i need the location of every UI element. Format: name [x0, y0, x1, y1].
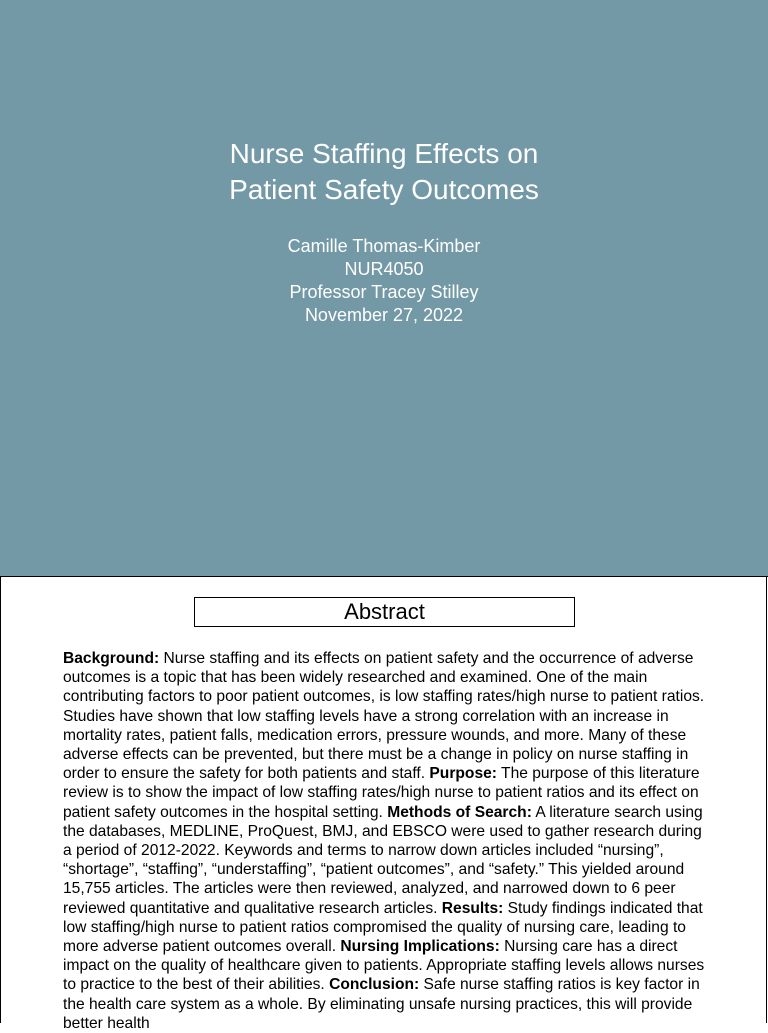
document-date: November 27, 2022: [304, 305, 464, 325]
course-code: NUR4050: [344, 259, 424, 279]
methods-label: Methods of Search:: [387, 803, 532, 821]
title-line-1: Nurse Staffing Effects on: [229, 138, 539, 169]
author-name: Camille Thomas-Kimber: [287, 236, 481, 256]
professor-name: Professor Tracey Stilley: [289, 282, 479, 302]
results-text: Study findings indicated that low staffing/high nurse to patient ratios compromised the quality of nursing care, leading to more adverse patient outcomes overall.: [63, 899, 703, 956]
background-label: Background:: [63, 650, 160, 667]
abstract-heading: Abstract: [194, 597, 575, 627]
background-text: Nurse staffing and its effects on patient safety and the occurrence of adverse outcomes is a topic that has been widely researched and examined. One of the main contributing factors to poor patient outcomes, is low staffing rates/high nurse to patient ratios. Studies have shown that low staffing levels have a strong correlation with an increase in mortality rates, patient falls, medication errors, pressure wounds, and more. Many of these adverse effects can be prevented, but there must be a change in policy on nurse staffing in order to ensure the safety for both patients and staff.: [63, 650, 705, 783]
purpose-label: Purpose:: [429, 765, 497, 783]
document-title: [0, 136, 768, 208]
title-line-2: Patient Safety Outcomes: [229, 174, 539, 205]
conclusion-label: Conclusion:: [329, 976, 420, 994]
author-info: [0, 235, 768, 327]
implications-label: Nursing Implications:: [340, 938, 500, 956]
abstract-body: [63, 649, 711, 1033]
purpose-text: The purpose of this literature review is to show the impact of low staffing rates/high nurse to patient ratios and its effect on patient safety outcomes in the hospital setting.: [63, 765, 700, 821]
implications-text: Nursing care has a direct impact on the quality of healthcare given to patients. Appropriate staffing levels allows nurses to practice to the best of their abilities.: [63, 938, 705, 994]
conclusion-text: Safe nurse staffing ratios is key factor in the health care system as a whole. By eliminating unsafe nursing practices, this will provide better health: [63, 976, 700, 1032]
results-label: Results:: [441, 899, 504, 917]
methods-text: A literature search using the databases, MEDLINE, ProQuest, BMJ, and EBSCO were used to gather research during a period of 2012-2022. Keywords and terms to narrow down articles included “nursing”, “shortage”, “staffing”, “understaffing”, “patient outcomes”, and “safety.” This yielded around 15,755 articles. The articles were then reviewed, analyzed, and narrowed down to 6 peer reviewed quantitative and qualitative research articles.: [63, 803, 703, 917]
